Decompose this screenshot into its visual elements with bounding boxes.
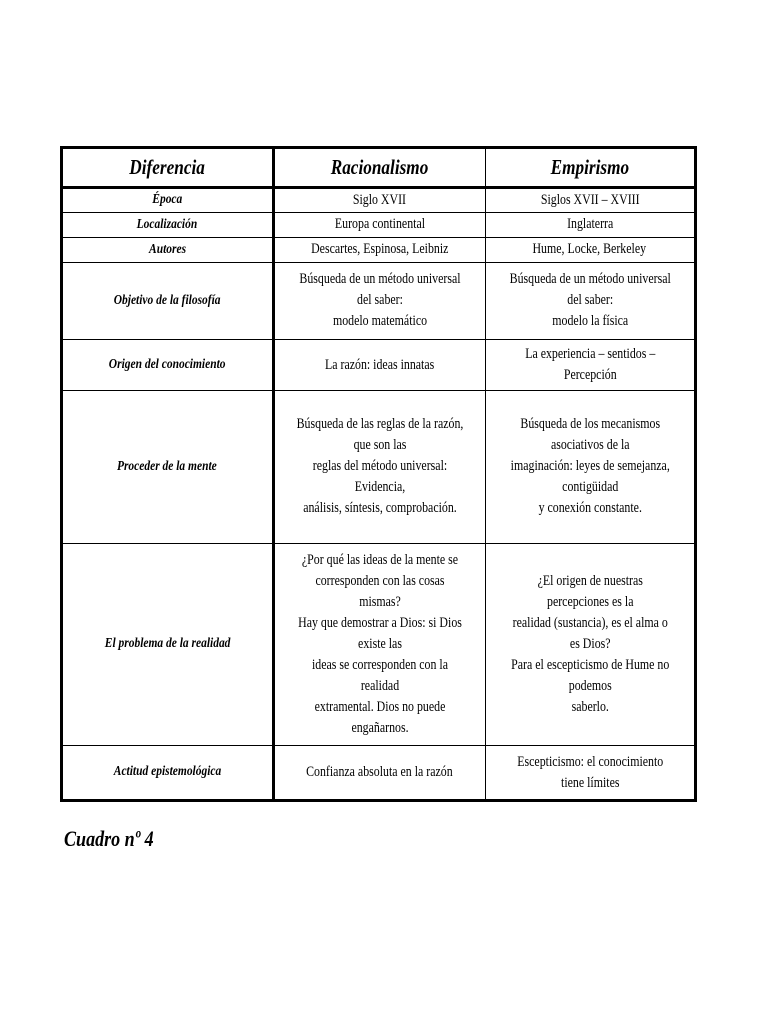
table-row-localizacion [63,212,694,237]
cell-racionalismo: Búsqueda de las reglas de la razón, que son las reglas del método universal: Evidencia, análisis, síntesis, comprobación. [273,391,485,543]
cell-racionalismo: Búsqueda de un método universal del saber: modelo matemático [273,262,485,339]
row-label: Localización [63,212,273,237]
table-row-actitud [63,746,694,799]
row-label: Origen del conocimiento [63,340,273,391]
cell-empirismo: Escepticismo: el conocimiento tiene límites [485,746,694,799]
cell-racionalismo: La razón: ideas innatas [273,340,485,391]
table-row-proceder [63,391,694,543]
cell-empirismo: Hume, Locke, Berkeley [485,237,694,262]
row-label: Época [63,187,273,212]
cell-racionalismo: Siglo XVII [273,187,485,212]
row-label: Autores [63,237,273,262]
comparison-table-frame [60,146,697,802]
table-row-problema [63,543,694,746]
header-racionalismo: Racionalismo [273,149,485,187]
row-label: Proceder de la mente [63,391,273,543]
cell-racionalismo: ¿Por qué las ideas de la mente se corresponden con las cosas mismas? Hay que demostrar a Dios: si Dios existe las ideas se corresponden con la realidad extramental. Dios no puede engañarnos. [273,543,485,746]
row-label: El problema de la realidad [63,543,273,746]
header-diferencia: Diferencia [63,149,273,187]
cell-empirismo: La experiencia – sentidos – Percepción [485,340,694,391]
header-empirismo: Empirismo [485,149,694,187]
row-label: Actitud epistemológica [63,746,273,799]
table-row-objetivo [63,262,694,339]
cell-empirismo: Búsqueda de los mecanismos asociativos de la imaginación: leyes de semejanza, contigüidad y conexión constante. [485,391,694,543]
cell-empirismo: ¿El origen de nuestras percepciones es la realidad (sustancia), es el alma o es Dios? Para el escepticismo de Hume no podemos saberlo. [485,543,694,746]
row-label: Objetivo de la filosofía [63,262,273,339]
cell-racionalismo: Europa continental [273,212,485,237]
table-row-epoca [63,187,694,212]
cell-empirismo: Inglaterra [485,212,694,237]
cell-racionalismo: Descartes, Espinosa, Leibniz [273,237,485,262]
comparison-table [63,149,694,799]
table-header-row [63,149,694,187]
cell-empirismo: Búsqueda de un método universal del saber: modelo la física [485,262,694,339]
table-caption: Cuadro nº 4 [64,826,154,851]
table-row-origen [63,340,694,391]
cell-empirismo: Siglos XVII – XVIII [485,187,694,212]
cell-racionalismo: Confianza absoluta en la razón [273,746,485,799]
table-row-autores [63,237,694,262]
